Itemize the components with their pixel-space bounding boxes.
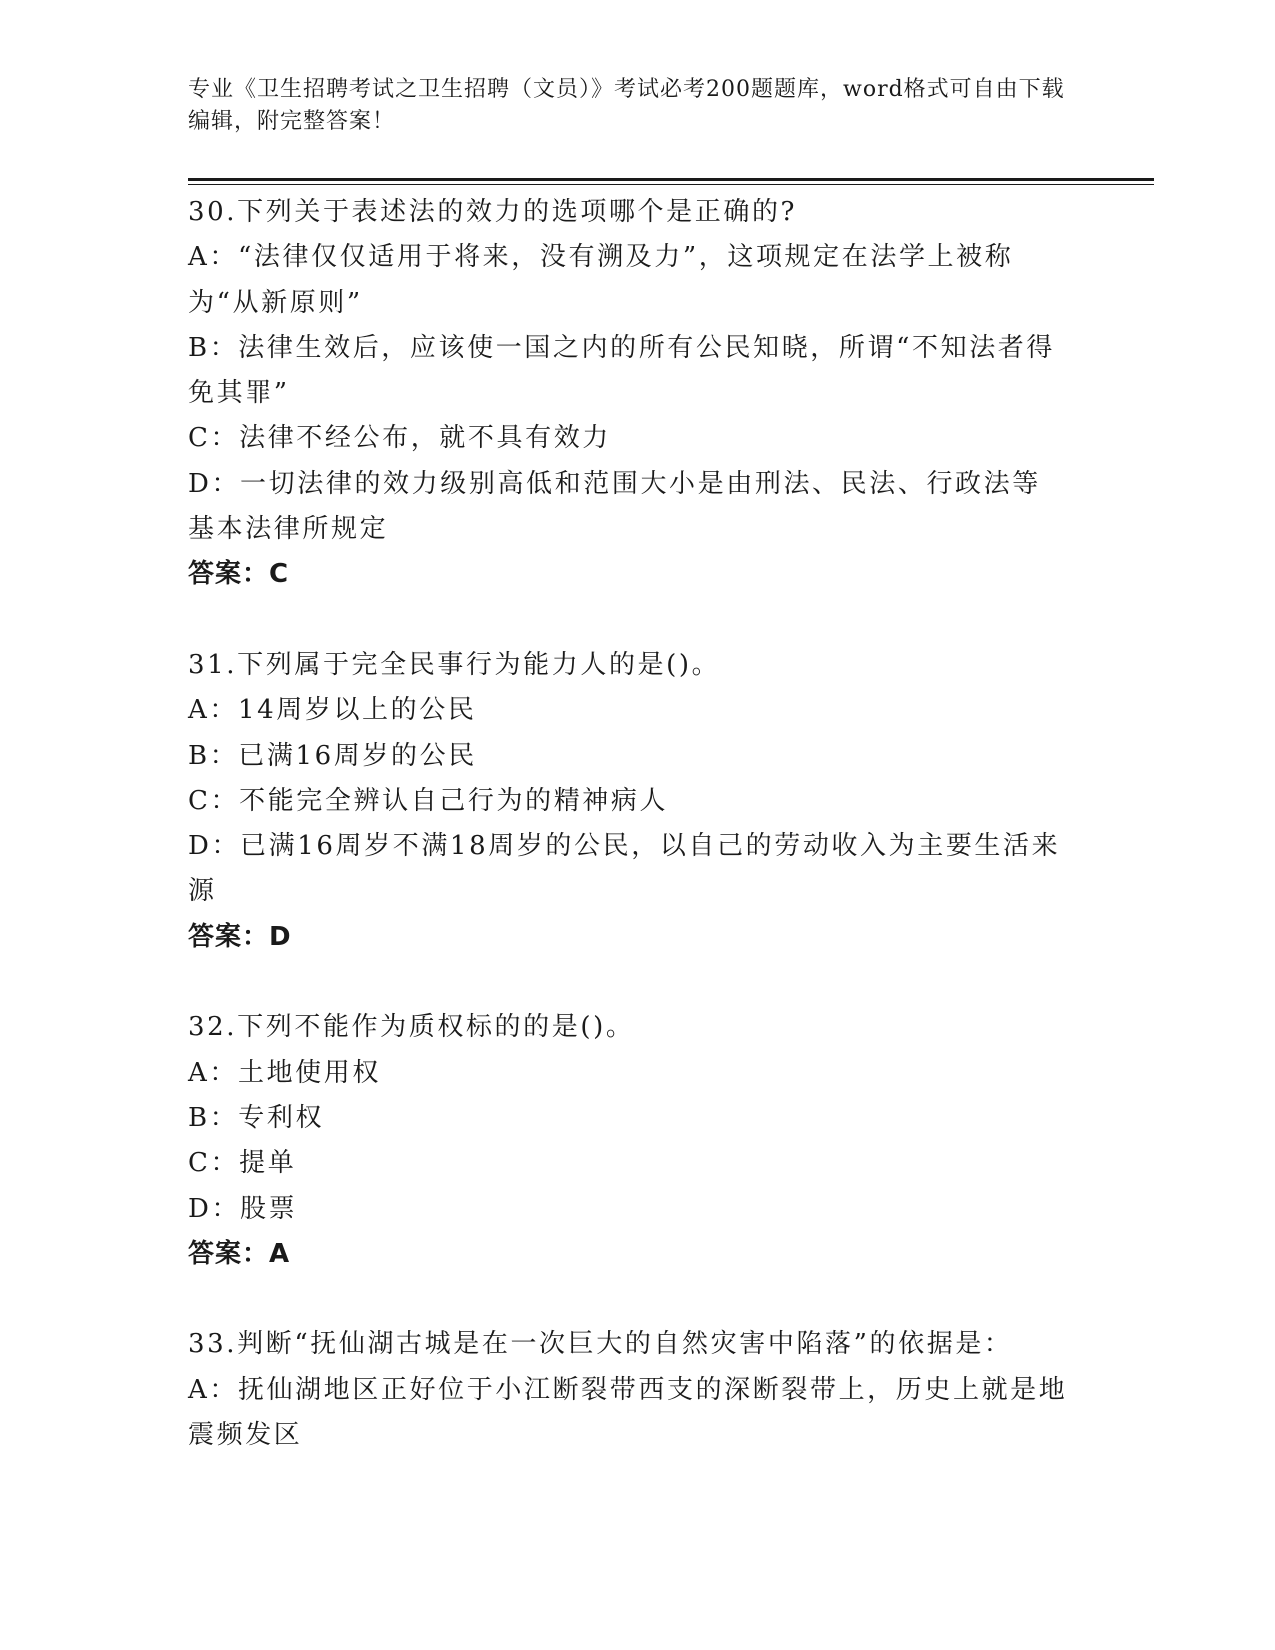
question-stem: 30.下列关于表述法的效力的选项哪个是正确的?	[188, 197, 798, 227]
option-a: A：抚仙湖地区正好位于小江断裂带西支的深断裂带上，历史上就是地震频发区	[188, 1374, 1068, 1451]
question-32	[188, 1005, 1068, 1277]
option-b: B：专利权	[188, 1102, 325, 1133]
answer-label: 答案：C	[188, 559, 290, 590]
answer-label: 答案：D	[188, 921, 292, 952]
option-a: A：“法律仅仅适用于将来，没有溯及力”，这项规定在法学上被称为“从新原则”	[188, 242, 1014, 318]
question-30	[188, 190, 1068, 598]
option-c: C：法律不经公布，就不具有效力	[188, 423, 611, 454]
option-b: B：法律生效后，应该使一国之内的所有公民知晓，所谓“不知法者得免其罪”	[188, 332, 1055, 409]
header-divider-thin	[188, 184, 1154, 185]
option-d: D：一切法律的效力级别高低和范围大小是由刑法、民法、行政法等基本法律所规定	[188, 468, 1041, 545]
document-intro: 专业《卫生招聘考试之卫生招聘（文员）》考试必考200题题库，word格式可自由下载编辑，附完整答案！	[188, 77, 1065, 134]
option-b: B：已满16周岁的公民	[188, 740, 477, 771]
option-d: D：股票	[188, 1193, 298, 1224]
question-stem: 32.下列不能作为质权标的的是()。	[188, 1012, 635, 1043]
question-31	[188, 643, 1068, 960]
option-d: D：已满16周岁不满18周岁的公民，以自己的劳动收入为主要生活来源	[188, 831, 1061, 907]
question-stem: 33.判断“抚仙湖古城是在一次巨大的自然灾害中陷落”的依据是：	[188, 1329, 1013, 1360]
question-list	[188, 190, 1068, 1504]
option-c: C：不能完全辨认自己行为的精神病人	[188, 785, 669, 816]
question-stem: 31.下列属于完全民事行为能力人的是()。	[188, 649, 721, 680]
option-c: C：提单	[188, 1148, 297, 1179]
answer-label: 答案：A	[188, 1238, 291, 1269]
option-a: A：14周岁以上的公民	[188, 695, 477, 726]
question-33	[188, 1322, 1068, 1458]
option-a: A：土地使用权	[188, 1057, 381, 1088]
header-divider-thick	[188, 178, 1154, 181]
